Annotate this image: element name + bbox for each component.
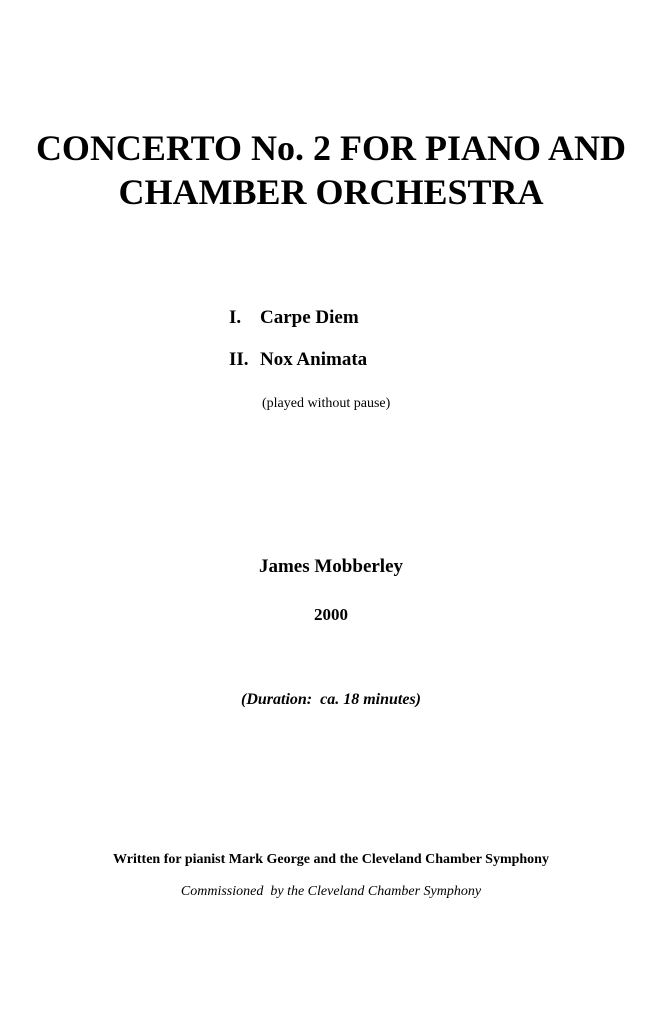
title-line-2: CHAMBER ORCHESTRA	[118, 172, 544, 212]
movement-item	[229, 349, 367, 371]
composer-name: James Mobberley	[258, 556, 404, 577]
commission-line: Commissioned by the Cleveland Chamber Symphony	[180, 884, 482, 899]
duration-note: (Duration: ca. 18 minutes)	[240, 691, 421, 708]
movement-item	[229, 307, 359, 329]
page-title	[0, 126, 662, 214]
movement-number: I.	[229, 307, 242, 328]
movement-name: Carpe Diem	[260, 307, 359, 328]
movement-note: (played without pause)	[262, 396, 391, 411]
movement-name: Nox Animata	[260, 349, 368, 370]
dedication-line: Written for pianist Mark George and the Cleveland Chamber Symphony	[113, 852, 549, 867]
movement-number: II.	[229, 349, 249, 370]
title-line-1: CONCERTO No. 2 FOR PIANO AND	[35, 128, 627, 168]
composition-year: 2000	[314, 605, 348, 624]
